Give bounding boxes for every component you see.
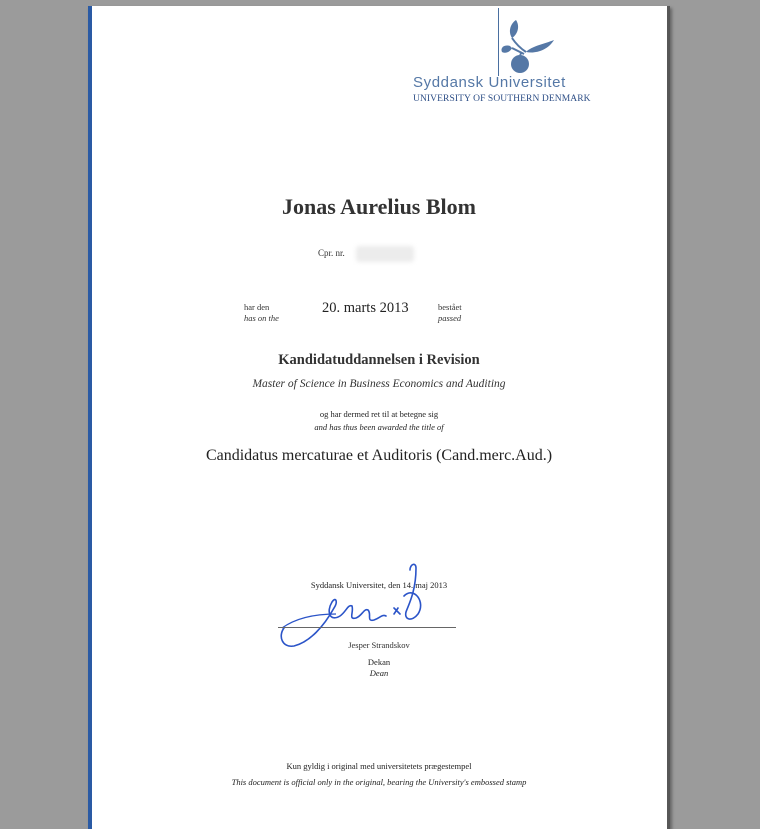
award-text-english: and has thus been awarded the title of xyxy=(314,422,444,432)
degree-title-english: Master of Science in Business Economics and Auditing xyxy=(252,378,506,390)
university-name-english: UNIVERSITY OF SOUTHERN DENMARK xyxy=(413,94,591,104)
award-text-danish: og har dermed ret til at betegne sig xyxy=(319,409,439,419)
exam-suffix xyxy=(438,302,462,324)
cpr-label: Cpr. nr. xyxy=(318,248,345,258)
university-name-danish: Syddansk Universitet xyxy=(413,74,566,91)
degree-title-danish: Kandidatuddannelsen i Revision xyxy=(278,352,480,368)
validity-note-english: This document is official only in the original, bearing the University's embossed stamp xyxy=(231,777,527,787)
awarded-title: Candidatus mercaturae et Auditoris (Cand.merc.Aud.) xyxy=(205,447,553,464)
cpr-number-redacted xyxy=(356,246,414,262)
exam-prefix-danish: har den xyxy=(244,302,270,312)
sdu-tree-logo-icon xyxy=(498,18,558,78)
exam-prefix-english: has on the xyxy=(244,313,279,323)
validity-note-danish: Kun gyldig i original med universitetets prægestempel xyxy=(286,761,472,771)
signatory-name: Jesper Strandskov xyxy=(348,640,410,650)
exam-suffix-danish: bestået xyxy=(438,302,462,312)
exam-date: 20. marts 2013 xyxy=(322,300,409,316)
signatory-role-danish: Dekan xyxy=(367,657,391,667)
exam-prefix xyxy=(244,302,279,324)
exam-suffix-english: passed xyxy=(438,313,462,323)
place-and-date: Syddansk Universitet, den 14. maj 2013 xyxy=(310,580,448,590)
graduate-name: Jonas Aurelius Blom xyxy=(282,194,476,219)
diploma-page xyxy=(88,6,670,829)
university-logo xyxy=(413,8,613,108)
signature-line xyxy=(278,627,456,628)
signatory-role-english: Dean xyxy=(369,668,389,678)
